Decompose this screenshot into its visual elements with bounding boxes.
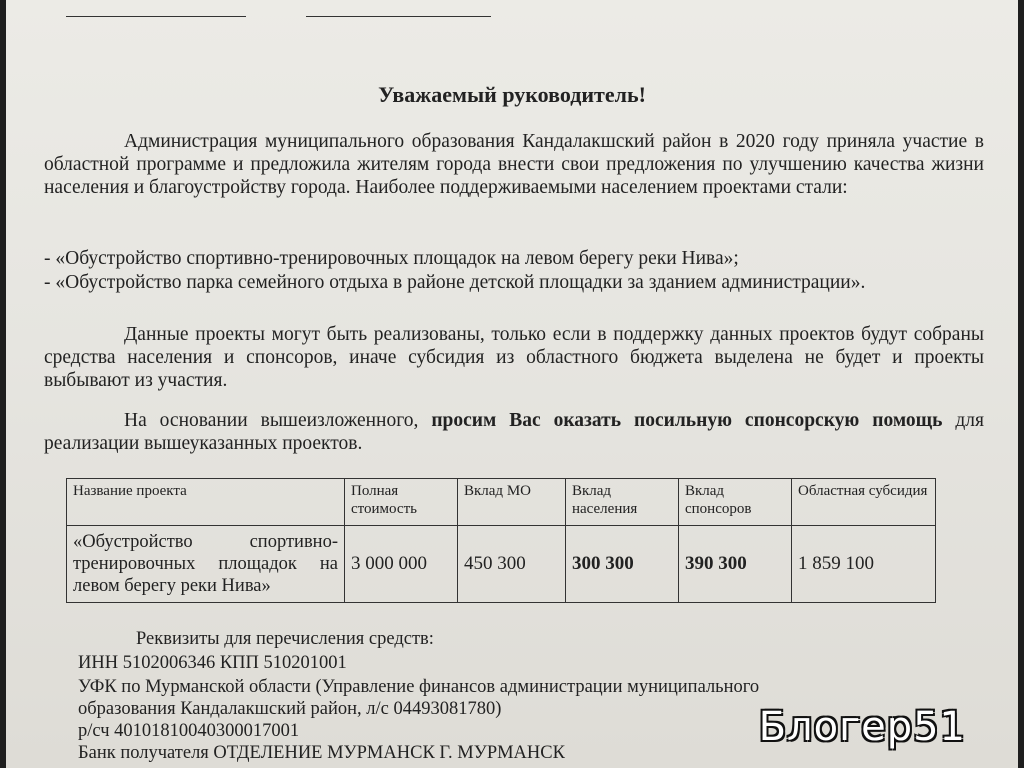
requisites-inn-kpp: ИНН 5102006346 КПП 510201001 xyxy=(78,653,347,673)
bullet-project-1: - «Обустройство спортивно-тренировочных площадок на левом берегу реки Нива»; xyxy=(44,248,739,269)
cell-project-name: «Обустройство спортивно-тренировочных площадок на левом берегу реки Нива» xyxy=(67,526,345,603)
letter-heading: Уважаемый руководитель! xyxy=(378,82,646,107)
cell-mo: 450 300 xyxy=(458,526,566,603)
paragraph-intro-text: Администрация муниципального образования Кандалакшский район в 2020 году приняла участие в областной программе и предложила жителям города внести свои предложения по улучшению качества жизни населения и благоустройству города. xyxy=(44,131,984,198)
col-subsidy: Областная субсидия xyxy=(792,479,936,526)
col-full-cost: Полная стоимость xyxy=(345,479,458,526)
bullet-project-2: - «Обустройство парка семейного отдыха в районе детской площадки за зданием администрации». xyxy=(44,272,866,293)
cell-subsidy: 1 859 100 xyxy=(792,526,936,603)
paragraph-conditions: Данные проекты могут быть реализованы, только если в поддержку данных проектов будут собраны средства населения и спонсоров, иначе субсидия из областного бюджета выделена не будет и проекты выбывают из участия. xyxy=(44,324,984,391)
col-population: Вклад населения xyxy=(566,479,679,526)
col-project-name: Название проекта xyxy=(67,479,345,526)
requisites-ufk: УФК по Мурманской области (Управление финансов администрации муниципального xyxy=(78,677,760,697)
project-cost-table xyxy=(66,478,936,603)
requisites-account: р/сч 40101810040300017001 xyxy=(78,721,300,741)
paragraph-intro-lead: Наиболее поддерживаемыми населением проектами стали: xyxy=(355,177,848,198)
table-header-row xyxy=(67,479,936,526)
requisites-title: Реквизиты для перечисления средств: xyxy=(136,629,434,649)
col-sponsors: Вклад спонсоров xyxy=(679,479,792,526)
watermark-logo: Блогер51 xyxy=(758,704,966,750)
request-text-start: На основании вышеизложенного, xyxy=(124,410,432,431)
request-text-bold: просим Вас оказать посильную спонсорскую помощь xyxy=(431,410,943,431)
request-text-end: для реализации вышеуказанных проектов. xyxy=(44,410,985,454)
paragraph-intro xyxy=(44,130,984,199)
paragraph-request xyxy=(44,409,984,455)
document-page xyxy=(6,0,1018,768)
table-row xyxy=(67,526,936,603)
date-line xyxy=(306,0,491,17)
cell-population: 300 300 xyxy=(566,526,679,603)
cell-full-cost: 3 000 000 xyxy=(345,526,458,603)
requisites-ufk-cont: образования Кандалакшский район, л/с 04493081780) xyxy=(78,699,502,719)
col-mo: Вклад МО xyxy=(458,479,566,526)
cell-sponsors: 390 300 xyxy=(679,526,792,603)
requisites-bank: Банк получателя ОТДЕЛЕНИЕ МУРМАНСК Г. МУРМАНСК xyxy=(78,743,565,763)
signature-line xyxy=(66,0,246,17)
